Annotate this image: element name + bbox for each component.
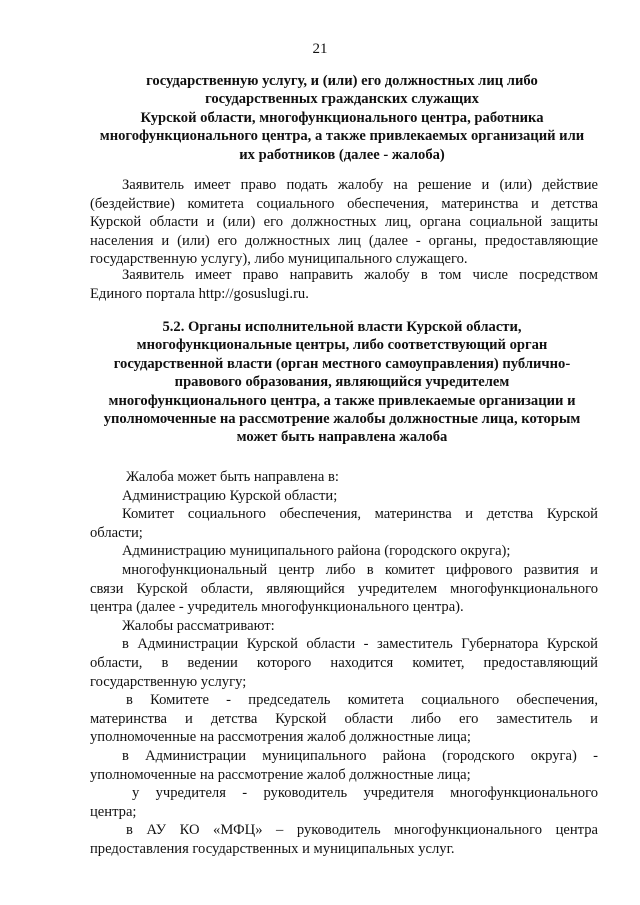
text-line: государственную услугу; bbox=[90, 673, 247, 690]
paragraph-right-to-complain bbox=[90, 176, 598, 269]
text-line: материнства и детства Курской области либо его заместитель и bbox=[90, 710, 598, 727]
heading-line: может быть направлена жалоба bbox=[236, 429, 448, 446]
text-line: в АУ КО «МФЦ» – руководитель многофункционального центра bbox=[126, 822, 598, 839]
text-line: центра (далее - учредитель многофункционального центра). bbox=[90, 599, 464, 616]
text-line: Администрацию Курской области; bbox=[122, 487, 338, 504]
text-line: Жалоба может быть направлена в: bbox=[126, 469, 339, 485]
text-line: государственную услугу), либо муниципального служащего. bbox=[90, 251, 468, 268]
page-number: 21 bbox=[312, 41, 328, 57]
heading-line: государственную услугу, и (или) его должностных лиц либо bbox=[146, 73, 538, 89]
text-line: Жалобы рассматривают: bbox=[122, 617, 275, 634]
text-line: Заявитель имеет право направить жалобу в том числе посредством bbox=[122, 267, 598, 283]
text-line: уполномоченные на рассмотрение жалоб должностные лица; bbox=[90, 766, 471, 783]
heading-line: многофункционального центра, а также привлекаемых организаций или bbox=[99, 128, 585, 145]
text-line: Заявитель имеет право подать жалобу на решение и (или) действие bbox=[122, 177, 598, 193]
heading-line: многофункциональные центры, либо соответствующий орган bbox=[136, 337, 548, 354]
text-line: Курской области и (или) его должностных лиц, органа социальной защиты bbox=[90, 214, 598, 231]
text-line: Администрацию муниципального района (городского округа); bbox=[122, 543, 511, 560]
section-heading-5-2 bbox=[82, 318, 602, 447]
heading-line: многофункционального центра, а также привлекаемые организации и bbox=[108, 392, 576, 409]
text-line: уполномоченные на рассмотрения жалоб должностные лица; bbox=[90, 729, 471, 746]
heading-line: уполномоченные на рассмотрение жалобы должностные лица, которым bbox=[103, 411, 581, 428]
text-line: Единого портала http://gosuslugi.ru. bbox=[90, 285, 309, 302]
text-line: многофункциональный центр либо в комитет цифрового развития и bbox=[122, 561, 598, 578]
heading-line: 5.2. Органы исполнительной власти Курской области, bbox=[162, 319, 522, 335]
heading-line: Курской области, многофункционального центра, работника bbox=[140, 109, 544, 126]
text-line: Комитет социального обеспечения, материнства и детства Курской bbox=[122, 506, 598, 523]
text-line: в Администрации муниципального района (городского округа) - bbox=[122, 747, 598, 764]
text-line: населения и (или) его должностных лиц (далее - органы, предоставляющие bbox=[90, 232, 598, 249]
text-line: в Администрации Курской области - заместитель Губернатора Курской bbox=[122, 636, 598, 653]
heading-line: государственных гражданских служащих bbox=[205, 91, 479, 108]
paragraph-complaint-destinations bbox=[90, 468, 598, 858]
text-line: предоставления государственных и муниципальных услуг. bbox=[90, 840, 455, 857]
heading-line: их работников (далее - жалоба) bbox=[239, 146, 445, 163]
section-heading-continued bbox=[82, 72, 602, 164]
paragraph-portal bbox=[90, 266, 598, 303]
text-line: связи Курской области, являющийся учредителем многофункционального bbox=[90, 580, 598, 597]
heading-line: правового образования, являющийся учредителем bbox=[174, 374, 510, 391]
text-line: у учредителя - руководитель учредителя многофункционального bbox=[132, 785, 598, 802]
text-line: области; bbox=[90, 524, 143, 541]
text-line: (бездействие) комитета социального обеспечения, материнства и детства bbox=[90, 195, 598, 212]
text-line: области, в ведении которого находится комитет, предоставляющий bbox=[90, 654, 598, 671]
text-line: в Комитете - председатель комитета социального обеспечения, bbox=[126, 692, 598, 709]
text-line: центра; bbox=[90, 803, 137, 820]
heading-line: государственной власти (орган местного самоуправления) публично- bbox=[113, 355, 571, 372]
